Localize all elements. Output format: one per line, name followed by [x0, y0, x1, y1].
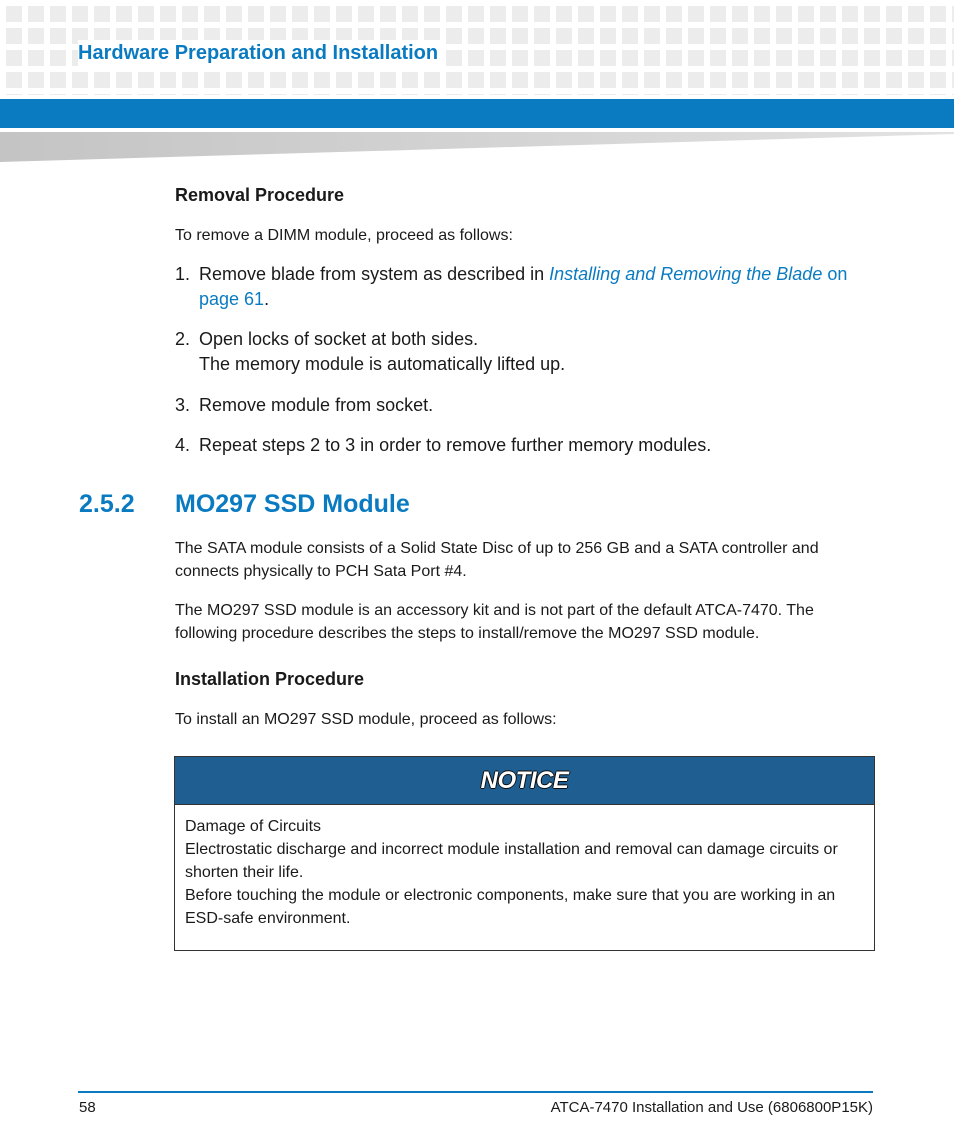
notice-label: NOTICE [480, 766, 569, 794]
installing-removing-blade-link[interactable]: Installing and Removing the Blade [549, 264, 823, 284]
removal-step-1 [175, 262, 865, 312]
step-text: Remove blade from system as described in [199, 264, 550, 284]
installation-procedure-heading: Installation Procedure [175, 669, 365, 689]
running-header-title: Hardware Preparation and Installation [78, 40, 446, 67]
notice-line-2: Before touching the module or electronic components, make sure that you are working in an ESD-safe environment. [185, 887, 836, 927]
step-number: 2. [175, 329, 191, 349]
footer-page-number: 58 [79, 1099, 96, 1116]
section-paragraph-2: The MO297 SSD module is an accessory kit and is not part of the default ATCA-7470. The following procedure describes the steps to install/remove the MO297 SSD module. [175, 602, 814, 642]
removal-step-3 [175, 393, 865, 418]
header-blue-bar [0, 99, 954, 128]
notice-header [175, 757, 874, 805]
notice-box [174, 756, 875, 951]
step-text: Remove module from socket. [199, 395, 434, 415]
step-text: Open locks of socket at both sides. [199, 329, 479, 349]
section-number: 2.5.2 [79, 490, 135, 518]
step-number: 1. [175, 264, 191, 284]
step-text: Repeat steps 2 to 3 in order to remove further memory modules. [199, 435, 712, 455]
section-title: MO297 SSD Module [175, 490, 410, 518]
removal-procedure-heading: Removal Procedure [175, 185, 345, 205]
removal-step-2 [175, 327, 865, 377]
notice-line-1: Electrostatic discharge and incorrect module installation and removal can damage circuits or shorten their life. [185, 841, 838, 881]
removal-step-4 [175, 433, 865, 458]
step-number: 4. [175, 435, 191, 455]
page-61-link[interactable]: on page 61 [199, 264, 848, 309]
section-paragraph-1: The SATA module consists of a Solid State Disc of up to 256 GB and a SATA controller and connects physically to PCH Sata Port #4. [175, 540, 819, 580]
step-subtext: The memory module is automatically lifted up. [199, 354, 566, 374]
notice-title: Damage of Circuits [185, 818, 322, 835]
notice-body [175, 805, 874, 930]
installation-intro: To install an MO297 SSD module, proceed as follows: [175, 711, 557, 728]
removal-intro: To remove a DIMM module, proceed as follows: [175, 227, 513, 244]
step-number: 3. [175, 395, 191, 415]
footer-document-title: ATCA-7470 Installation and Use (6806800P15K) [550, 1099, 873, 1116]
header-gray-wedge [0, 132, 954, 164]
step-text-end: . [264, 289, 270, 309]
footer-rule [78, 1091, 873, 1093]
